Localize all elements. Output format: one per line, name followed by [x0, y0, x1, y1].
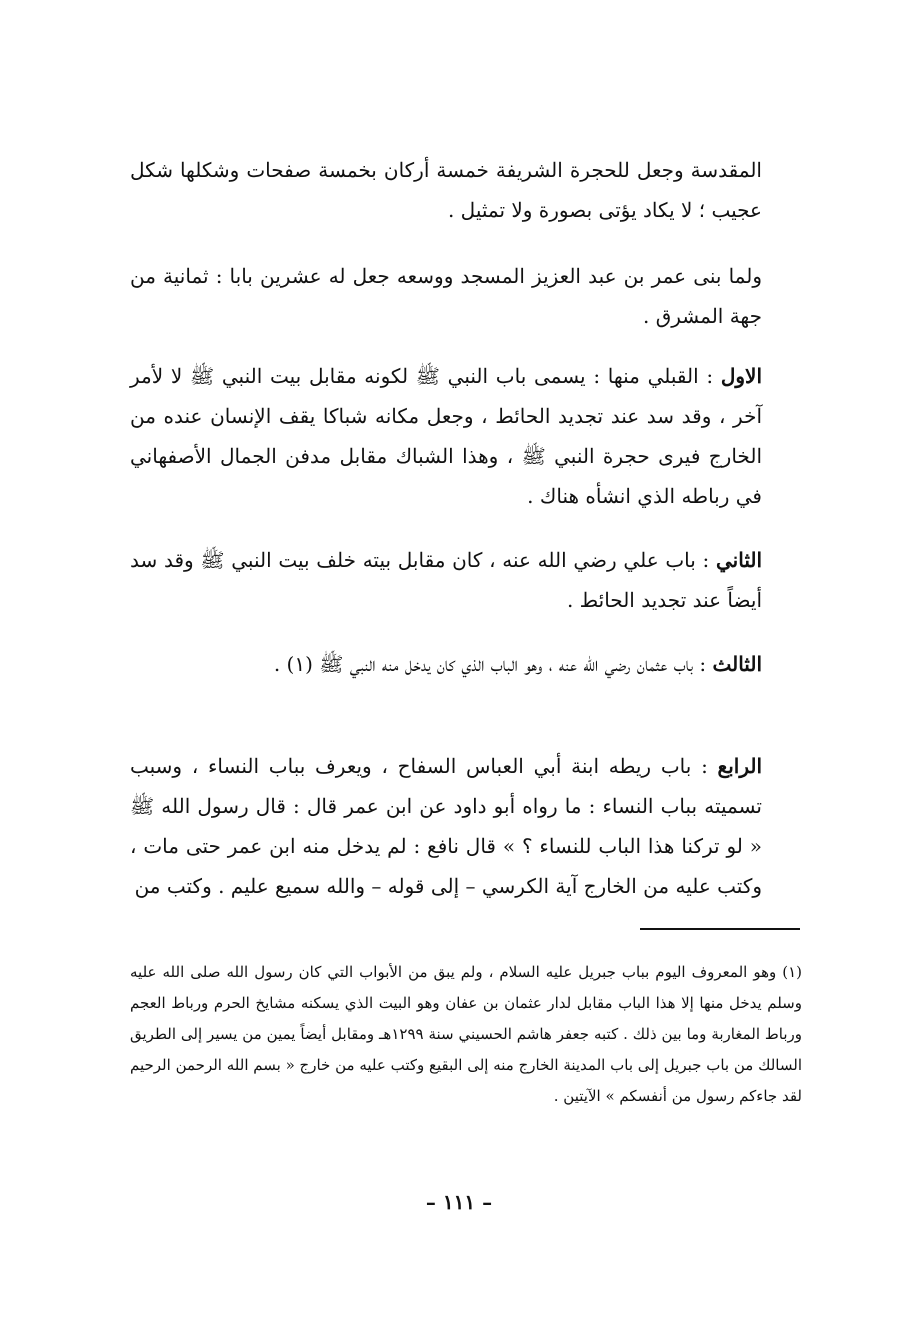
paragraph — [130, 356, 762, 516]
main-text-block — [130, 256, 762, 336]
paragraph-text: : باب عثمان رضي الله عنه ، وهو الباب الذي كان يدخل منه النبي ﷺ (١) . — [273, 652, 713, 676]
footnote-text: (١) وهو المعروف اليوم بباب جبريل عليه السلام ، ولم يبق من الأبواب التي كان رسول الله صلى الله عليه وسلم يدخل منها إلا هذا الباب مقابل لدار عثمان بن عفان وهو البيت الذي يسكنه مشايخ الحرم ورباط العجم ورباط المغاربة وما بين ذلك . كتبه جعفر هاشم الحسيني سنة ١٢٩٩هـ ومقابل أيضاً يمين من يسير إلى الطريق السالك من باب جبريل إلى باب المدينة الخارج منه إلى البقيع وكتب عليه من خارج « بسم الله الرحمن الرحيم لقد جاءكم رسول من أنفسكم » الآيتين . — [130, 963, 803, 1105]
footnote — [130, 957, 802, 1112]
paragraph — [130, 540, 762, 620]
main-text-block — [130, 644, 762, 684]
paragraph: المقدسة وجعل للحجرة الشريفة خمسة أركان بخمسة صفحات وشكلها شكل عجيب ؛ لا يكاد يؤتى بصورة ولا تمثيل . — [130, 158, 762, 222]
paragraph-text: : القبلي منها : يسمى باب النبي ﷺ لكونه مقابل بيت النبي ﷺ لا لأمر آخر ، وقد سد عند تجديد الحائط ، وجعل مكانه شباكا يقف الإنسان عنده من الخارج فيرى حجرة النبي ﷺ ، وهذا الشباك مقابل مدفن الجمال الأصفهاني في رباطه الذي انشأه هناك . — [130, 364, 762, 508]
paragraph-heading: الاول — [720, 364, 762, 388]
paragraph — [130, 644, 762, 684]
main-text-block — [130, 746, 762, 906]
paragraph-text: : باب علي رضي الله عنه ، كان مقابل بيته خلف بيت النبي ﷺ وقد سد أيضاً عند تجديد الحائط . — [130, 548, 762, 612]
page-number: – ١١١ – — [425, 1190, 493, 1214]
main-text-block — [130, 540, 762, 620]
paragraph-heading: الثاني — [715, 548, 762, 572]
paragraph: ولما بنى عمر بن عبد العزيز المسجد ووسعه جعل له عشرين بابا : ثمانية من جهة المشرق . — [130, 264, 762, 328]
main-text-block — [130, 150, 762, 230]
paragraph — [130, 746, 762, 906]
footnote-divider — [640, 928, 800, 930]
paragraph-text: : باب ريطه ابنة أبي العباس السفاح ، ويعرف بباب النساء ، وسبب تسميته بباب النساء : ما رواه أبو داود عن ابن عمر قال : قال رسول الله ﷺ « لو تركنا هذا الباب للنساء ؟ » قال نافع : لم يدخل منه ابن عمر حتى مات ، وكتب عليه من الخارج آية الكرسي – إلى قوله – والله سميع عليم . وكتب من — [130, 754, 762, 898]
paragraph-heading: الثالث — [712, 652, 762, 676]
main-text-block — [130, 356, 762, 516]
paragraph-heading: الرابع — [717, 754, 762, 778]
